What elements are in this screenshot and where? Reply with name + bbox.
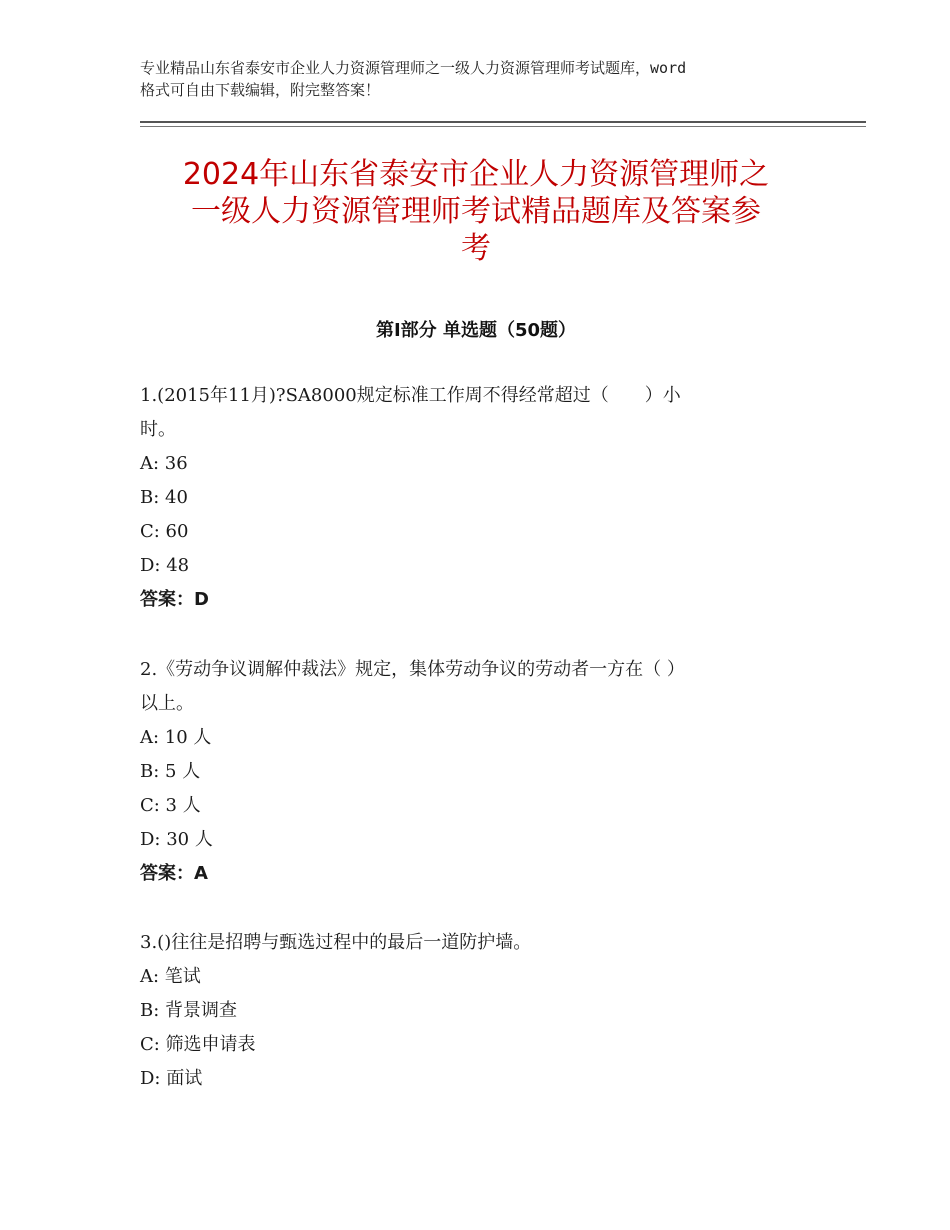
option-a: A: 36 xyxy=(140,453,188,474)
option-c: C: 60 xyxy=(140,521,189,542)
header-divider-thin xyxy=(140,126,866,127)
option-a: A: 10 人 xyxy=(140,727,212,748)
question-2 xyxy=(140,653,790,891)
title-line-2: 一级人力资源管理师考试精品题库及答案参 xyxy=(191,194,761,229)
option-a: A: 笔试 xyxy=(140,966,201,987)
question-stem-line-2: 以上。 xyxy=(140,693,194,714)
answer: 答案：D xyxy=(140,589,209,610)
header-note-line-2: 格式可自由下载编辑，附完整答案！ xyxy=(140,81,381,99)
option-d: D: 48 xyxy=(140,555,190,576)
question-stem xyxy=(140,379,790,447)
option-d: D: 30 人 xyxy=(140,829,213,850)
header-note xyxy=(140,57,840,101)
option-d: D: 面试 xyxy=(140,1068,203,1089)
question-3 xyxy=(140,926,790,1096)
question-stem-line-2: 时。 xyxy=(140,419,176,440)
question-stem-line-1: 1.(2015年11月)?SA8000规定标准工作周不得经常超过（ ）小 xyxy=(140,385,681,406)
option-c: C: 筛选申请表 xyxy=(140,1034,256,1055)
question-stem-line-1: 3.()往往是招聘与甄选过程中的最后一道防护墙。 xyxy=(140,932,532,953)
header-note-line-1: 专业精品山东省泰安市企业人力资源管理师之一级人力资源管理师考试题库，word xyxy=(140,59,687,77)
title-line-3: 考 xyxy=(461,231,491,266)
option-c: C: 3 人 xyxy=(140,795,201,816)
question-stem-line-1: 2.《劳动争议调解仲裁法》规定，集体劳动争议的劳动者一方在（ ） xyxy=(140,659,685,680)
question-stem xyxy=(140,653,790,721)
option-b: B: 背景调查 xyxy=(140,1000,238,1021)
title-line-1: 2024年山东省泰安市企业人力资源管理师之 xyxy=(182,157,770,192)
section-heading: 第Ⅰ部分 单选题（50题） xyxy=(375,320,576,341)
question-stem xyxy=(140,926,790,960)
answer: 答案：A xyxy=(140,863,208,884)
document-title xyxy=(140,156,812,267)
header-divider-thick xyxy=(140,121,866,123)
question-1 xyxy=(140,379,790,617)
option-b: B: 40 xyxy=(140,487,188,508)
option-b: B: 5 人 xyxy=(140,761,201,782)
